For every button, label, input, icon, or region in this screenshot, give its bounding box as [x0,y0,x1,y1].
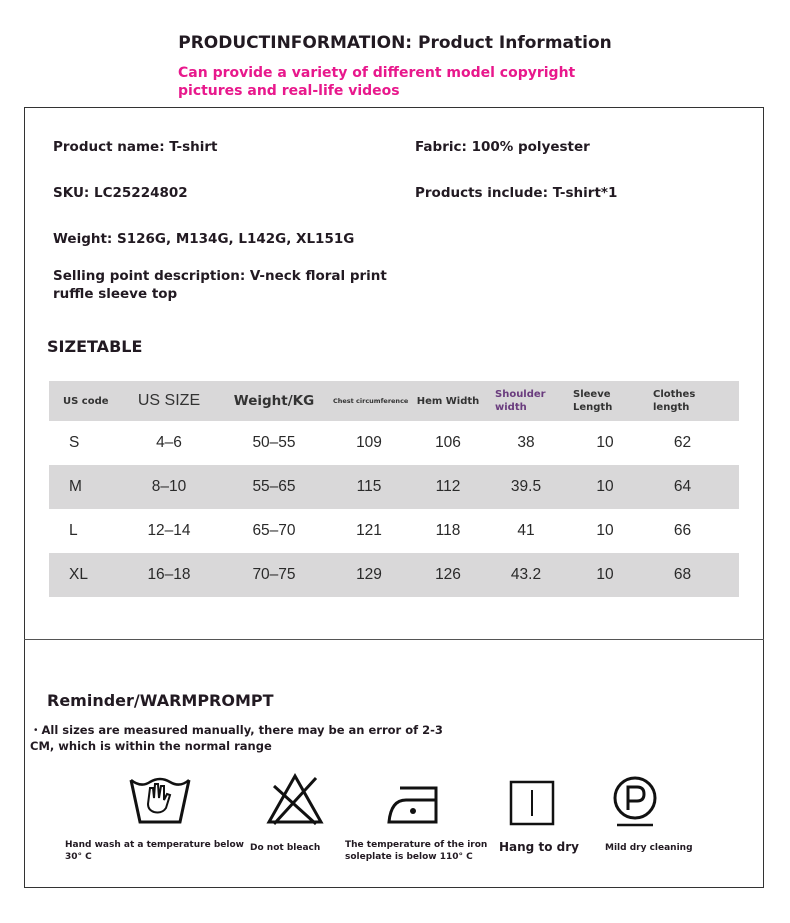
table-cell: 68 [673,566,692,583]
iron-icon [386,780,446,826]
table-cell: 39.5 [510,478,542,495]
table-cell: L [69,522,78,539]
table-row [49,465,739,509]
reminder-title: Reminder/WARMPROMPT [47,691,274,710]
size-table [49,381,739,597]
product-fabric: Fabric: 100% polyester [415,139,590,155]
header-weight: Weight/KG [233,393,315,409]
page-subtitle: Can provide a variety of different model copyright pictures and real-life videos [178,65,576,99]
table-cell: 118 [435,522,461,539]
table-cell: 41 [517,522,535,539]
header-hem-width: Hem Width [416,395,480,407]
table-cell: 4–6 [156,434,182,451]
table-cell: 10 [596,522,614,539]
section-divider [24,639,764,640]
table-cell: 55–65 [252,478,296,495]
table-cell: 16–18 [147,566,191,583]
header-shoulder-width: Shoulder width [495,389,546,413]
table-cell: 115 [356,478,382,495]
dry-clean-label: Mild dry cleaning [605,843,693,853]
table-cell: 129 [356,566,382,583]
product-selling-point: Selling point description: V-neck floral print ruffle sleeve top [53,268,387,302]
table-row [49,421,739,465]
table-cell: 8–10 [151,478,187,495]
table-cell: 12–14 [147,522,191,539]
hand-wash-label: Hand wash at a temperature below 30° C [65,840,244,862]
header-sleeve-length: Sleeve Length [573,389,613,413]
iron-label: The temperature of the iron soleplate is below 110° C [345,840,488,862]
product-sku: SKU: LC25224802 [53,185,188,201]
header-us-code: US code [63,395,109,407]
reminder-note: ・All sizes are measured manually, there may be an error of 2-3 CM, which is within the normal range [30,723,443,753]
header-clothes-length: Clothes length [653,389,696,413]
size-table-title: SIZETABLE [47,337,143,356]
table-cell: 112 [435,478,461,495]
dry-clean-icon [611,774,659,828]
table-cell: 10 [596,434,614,451]
table-cell: 121 [356,522,382,539]
do-not-bleach-icon [266,772,324,826]
do-not-bleach-label: Do not bleach [250,843,321,853]
table-cell: XL [69,566,88,583]
hand-wash-icon [128,774,192,828]
hang-dry-label: Hang to dry [499,840,579,854]
table-cell: 43.2 [510,566,542,583]
table-cell: 10 [596,478,614,495]
header-chest: Chest circumference [333,396,409,405]
table-cell: M [69,478,82,495]
table-cell: 66 [673,522,692,539]
product-name: Product name: T-shirt [53,139,218,155]
table-cell: 10 [596,566,614,583]
table-cell: 109 [356,434,382,451]
table-cell: 64 [673,478,692,495]
table-row [49,553,739,597]
table-cell: 50–55 [252,434,296,451]
table-cell: 65–70 [252,522,296,539]
table-cell: 62 [673,434,692,451]
hang-dry-icon [509,780,555,826]
table-row [49,509,739,553]
size-table-header [49,381,739,421]
table-cell: S [69,434,80,451]
table-cell: 38 [517,434,535,451]
header-us-size: US SIZE [137,392,201,409]
page-title: PRODUCTINFORMATION: Product Information [178,33,612,53]
product-includes: Products include: T-shirt*1 [415,185,618,201]
table-cell: 106 [435,434,461,451]
product-weight: Weight: S126G, M134G, L142G, XL151G [53,231,355,247]
table-cell: 126 [435,566,461,583]
table-cell: 70–75 [252,566,296,583]
